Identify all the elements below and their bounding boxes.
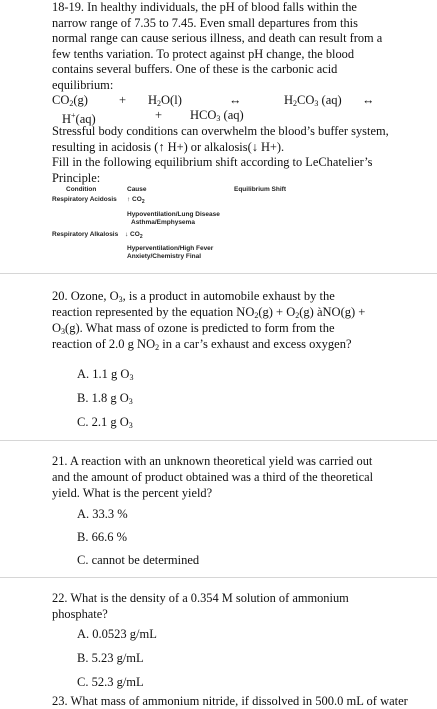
- q20-option-a[interactable]: A. 1.1 g $O_3$: [77, 367, 134, 382]
- q20-stem-line-3: $O_3(g)$. What mass of ozone is predicted to form from the: [52, 321, 335, 336]
- divider-1: [0, 273, 437, 274]
- q22-option-b[interactable]: B. 5.23 g/mL: [77, 651, 144, 665]
- acidosis-cause: ↑ $CO_2$: [127, 196, 145, 205]
- table-header-shift: Equilibrium Shift: [234, 186, 286, 193]
- table-header-condition: Condition: [66, 186, 97, 193]
- eq-h2co3: $H_2CO_3$ (aq): [284, 93, 342, 108]
- q20-option-b[interactable]: B. 1.8 g $O_3$: [77, 391, 133, 406]
- q22-option-a[interactable]: A. 0.0523 g/mL: [77, 627, 157, 641]
- q18-19-intro: 18-19. In healthy individuals, the pH of blood falls within the narrow range of 7.35 to 7.45. Even small departures from this normal range can cause serious illness, and death can result from a few tenths variation. To protect against pH change, the blood contains several buffers. One of these is the carbonic acid equilibrium:: [52, 0, 383, 92]
- q20-option-c[interactable]: C. 2.1 g $O_3$: [77, 415, 133, 430]
- q23-stem-partial: 23. What mass of ammonium nitride, if dissolved in 500.0 mL of water: [52, 694, 408, 708]
- divider-3: [0, 577, 437, 578]
- alkalosis-cause-2: Anxiety/Chemistry Final: [127, 253, 202, 260]
- q20-stem-line-1: 20. Ozone, $O_3$, is a product in automobile exhaust by the: [52, 289, 335, 304]
- eq-hplus: H+(aq): [62, 111, 96, 127]
- stress-paragraph: Stressful body conditions can overwhelm the blood’s buffer system, resulting in acidosis (↑ H+) or alkalosis(↓ H+).: [52, 124, 389, 154]
- fill-instructions: Fill in the following equilibrium shift according to LeChatelier’s Principle:: [52, 155, 373, 185]
- divider-2: [0, 440, 437, 441]
- acidosis-cause-1: Hypoventilation/Lung Disease: [127, 211, 220, 218]
- eq-arrow-2: ↔: [362, 93, 375, 107]
- q21-option-c[interactable]: C. cannot be determined: [77, 553, 200, 567]
- alkalosis-cause-1: Hyperventilation/High Fever: [127, 245, 214, 252]
- q20-stem-line-2: reaction represented by the equation $NO_2(g) + O_2(g)$ àNO(g) +: [52, 305, 366, 320]
- q21-stem: 21. A reaction with an unknown theoretical yield was carried out and the amount of product obtained was a third of the theoretical yield. What is the percent yield?: [52, 454, 374, 500]
- equation-line-1: [52, 93, 88, 108]
- eq-plus-1: +: [119, 93, 127, 107]
- eq-h2o: $H_2O(l)$: [148, 93, 182, 108]
- q22-option-c[interactable]: C. 52.3 g/mL: [77, 675, 144, 689]
- eq-arrow-1: ↔: [229, 93, 242, 107]
- table-header-cause: Cause: [127, 186, 147, 193]
- q21-option-b[interactable]: B. 66.6 %: [77, 530, 127, 544]
- eq-plus-2: +: [155, 108, 163, 122]
- acidosis-cause-2: Asthma/Emphysema: [131, 219, 195, 226]
- acidosis-label: Respiratory Acidosis: [52, 196, 117, 203]
- q21-option-a[interactable]: A. 33.3 %: [77, 507, 128, 521]
- alkalosis-label: Respiratory Alkalosis: [52, 231, 119, 238]
- alkalosis-cause: ↓ $CO_2$: [125, 231, 143, 240]
- eq-hco3: $HCO_3$ (aq): [190, 108, 244, 123]
- q22-stem: 22. What is the density of a 0.354 M solution of ammonium phosphate?: [52, 591, 349, 621]
- eq-co2: $CO_2(g)$: [52, 93, 88, 108]
- q20-stem-line-4: reaction of 2.0 g $NO_2$ in a car’s exhaust and excess oxygen?: [52, 337, 352, 352]
